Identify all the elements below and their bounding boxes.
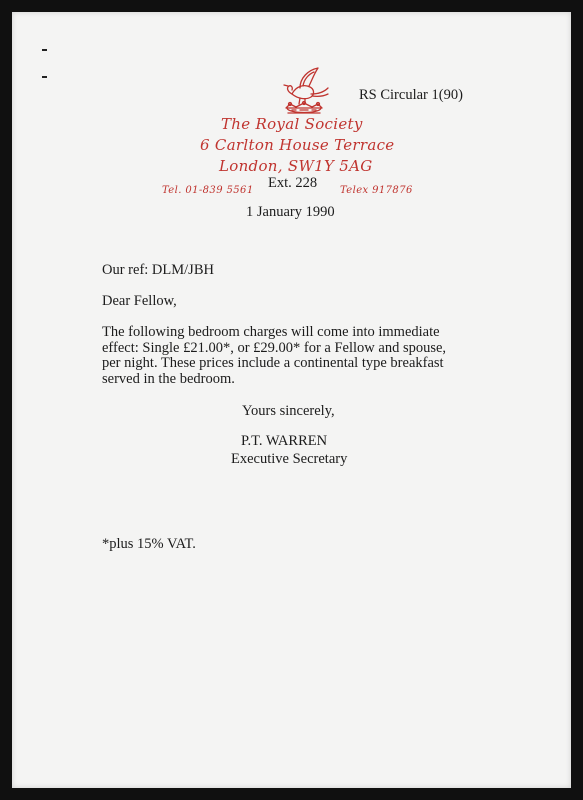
letter-page — [12, 12, 571, 788]
body-line: served in the bedroom. — [102, 370, 235, 387]
body-line: per night. These prices include a continental type breakfast — [102, 355, 444, 371]
margin-mark — [42, 49, 47, 51]
signatory-title: Executive Secretary — [231, 451, 348, 467]
salutation: Dear Fellow, — [102, 293, 177, 309]
footnote: *plus 15% VAT. — [102, 536, 196, 552]
body-line: The following bedroom charges will come into immediate — [102, 324, 440, 340]
telex-number: Telex 917876 — [340, 185, 413, 196]
closing: Yours sincerely, — [242, 403, 335, 419]
circular-reference: RS Circular 1(90) — [359, 87, 463, 103]
body-line: effect: Single £21.00*, or £29.00* for a Fellow and spouse, — [102, 339, 447, 356]
signatory-name: P.T. WARREN — [241, 433, 328, 449]
royal-society-crest-icon — [278, 64, 330, 120]
telephone-number: Tel. 01-839 5561 — [162, 185, 254, 196]
margin-mark — [42, 76, 47, 78]
body-paragraph — [102, 325, 482, 387]
society-name: The Royal Society — [221, 115, 363, 133]
letter-date: 1 January 1990 — [246, 204, 335, 220]
address-line-2: London, SW1Y 5AG — [219, 157, 373, 175]
our-reference: Our ref: DLM/JBH — [102, 262, 214, 278]
address-line-1: 6 Carlton House Terrace — [200, 136, 395, 154]
extension: Ext. 228 — [268, 175, 318, 191]
